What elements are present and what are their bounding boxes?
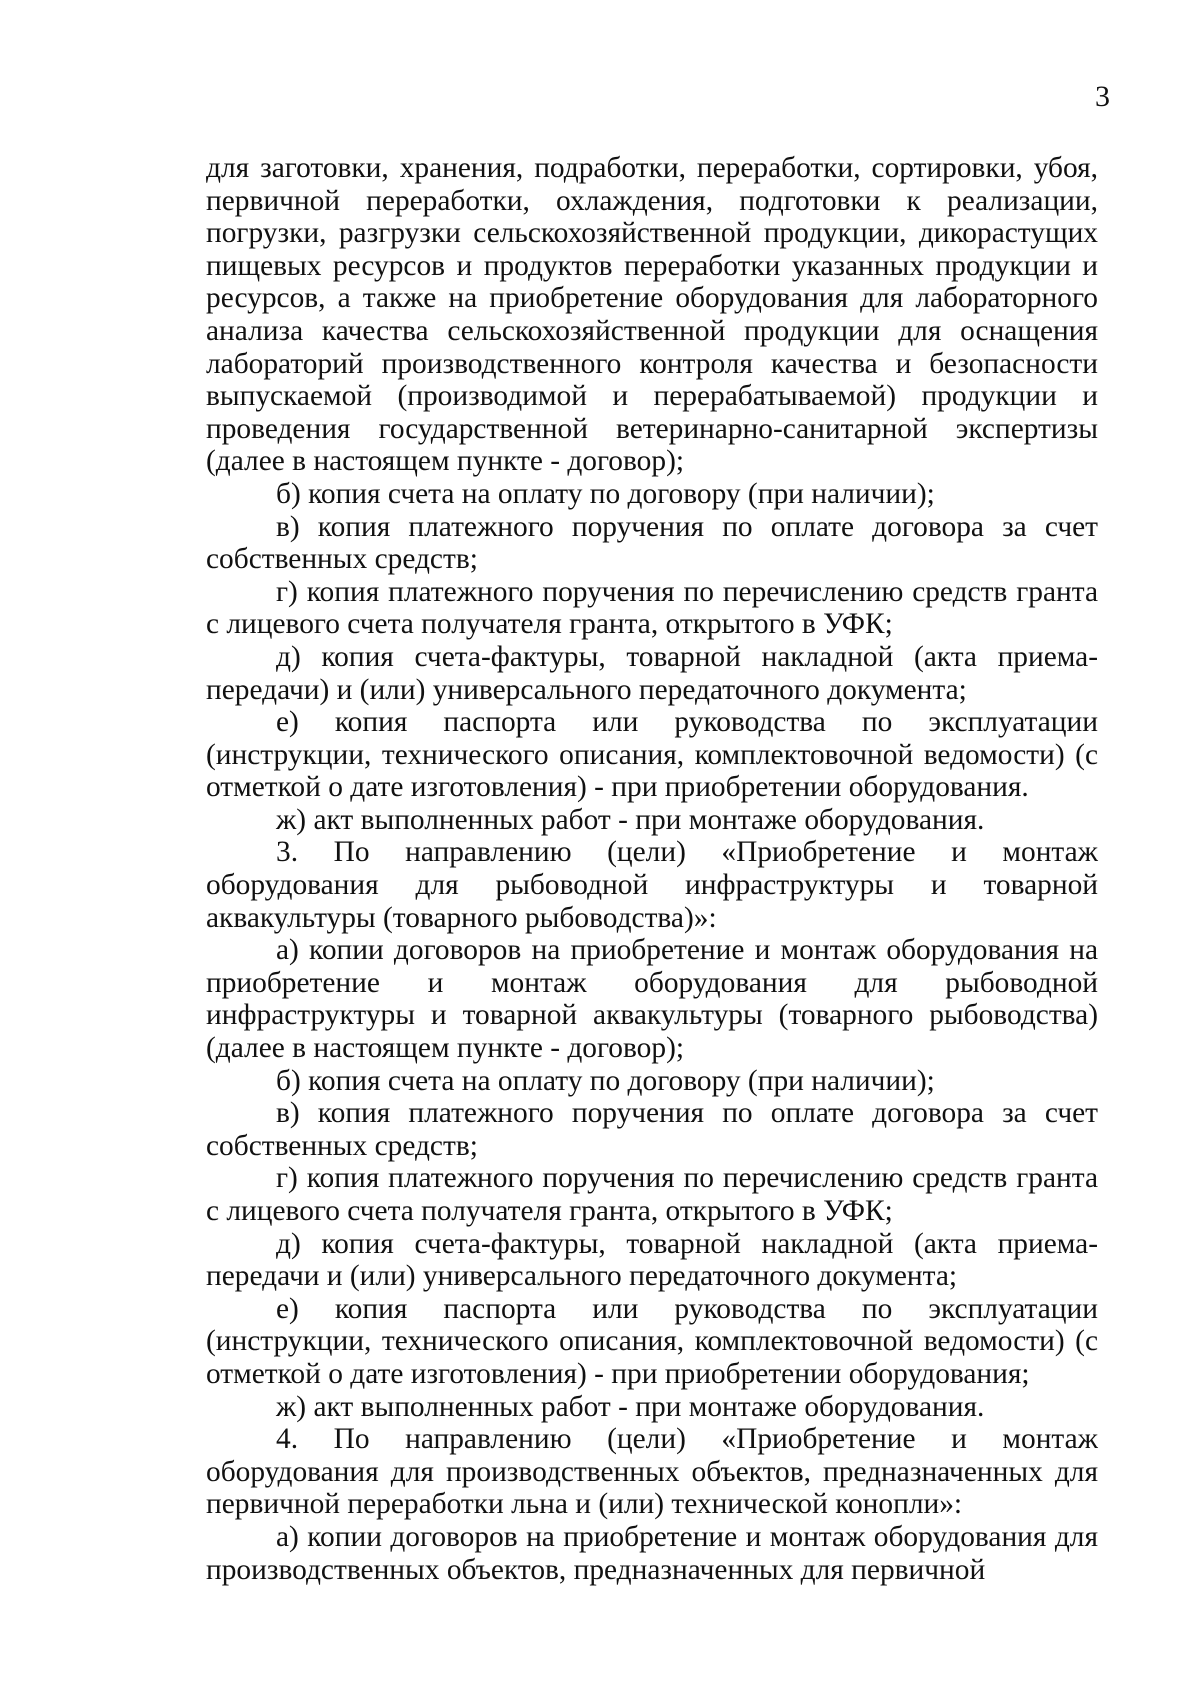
paragraph-section-4-item-a: а) копии договоров на приобретение и монтаж оборудования для производственных объектов, предназначенных для первичной: [206, 1520, 1098, 1586]
paragraph-item-d: д) копия счета-фактуры, товарной накладной (акта приема-передачи) и (или) универсального передаточного документа;: [206, 640, 1098, 706]
paragraph-section-3-item-zh: ж) акт выполненных работ - при монтаже оборудования.: [276, 1390, 985, 1423]
paragraph-item-zh: ж) акт выполненных работ - при монтаже оборудования.: [276, 803, 985, 836]
paragraph-section-3-item-e: е) копия паспорта или руководства по эксплуатации (инструкции, технического описания, комплектовочной ведомости) (с отметкой о дате изготовления) - при приобретении оборудования;: [206, 1292, 1098, 1390]
paragraph-section-3-item-d: д) копия счета-фактуры, товарной накладной (акта приема-передачи и (или) универсального передаточного документа;: [206, 1227, 1098, 1293]
paragraph-section-3-item-a: а) копии договоров на приобретение и монтаж оборудования на приобретение и монтаж оборудования для рыбоводной инфраструктуры и товарной аквакультуры (товарного рыбоводства) (далее в настоящем пункте - договор);: [206, 934, 1098, 1065]
document-body: [206, 152, 1098, 1586]
page-number: 3: [1095, 80, 1110, 113]
paragraph-item-v: в) копия платежного поручения по оплате договора за счет собственных средств;: [206, 510, 1098, 576]
paragraph-item-g: г) копия платежного поручения по перечислению средств гранта с лицевого счета получателя гранта, открытого в УФК;: [206, 575, 1098, 641]
paragraph-section-4-heading: 4. По направлению (цели) «Приобретение и монтаж оборудования для производственных объектов, предназначенных для первичной переработки льна и (или) технической конопли»:: [206, 1423, 1098, 1521]
paragraph-section-3-item-b: б) копия счета на оплату по договору (при наличии);: [276, 1064, 935, 1097]
paragraph-continuation: для заготовки, хранения, подработки, переработки, сортировки, убоя, первичной переработки, охлаждения, подготовки к реализации, погрузки, разгрузки сельскохозяйственной продукции, дикорастущих пищевых ресурсов и продуктов переработки указанных продукции и ресурсов, а также на приобретение оборудования для лабораторного анализа качества сельскохозяйственной продукции для оснащения лабораторий производственного контроля качества и безопасности выпускаемой (производимой и перерабатываемой) продукции и проведения государственной ветеринарно-санитарной экспертизы (далее в настоящем пункте - договор);: [206, 152, 1098, 478]
paragraph-section-3-item-g: г) копия платежного поручения по перечислению средств гранта с лицевого счета получателя гранта, открытого в УФК;: [206, 1162, 1098, 1227]
paragraph-item-e: е) копия паспорта или руководства по эксплуатации (инструкции, технического описания, комплектовочной ведомости) (с отметкой о дате изготовления) - при приобретении оборудования.: [206, 706, 1098, 804]
paragraph-section-3-heading: 3. По направлению (цели) «Приобретение и монтаж оборудования для рыбоводной инфраструктуры и товарной аквакультуры (товарного рыбоводства)»:: [206, 836, 1098, 934]
paragraph-item-b: б) копия счета на оплату по договору (при наличии);: [276, 477, 935, 510]
paragraph-section-3-item-v: в) копия платежного поручения по оплате договора за счет собственных средств;: [206, 1097, 1098, 1162]
